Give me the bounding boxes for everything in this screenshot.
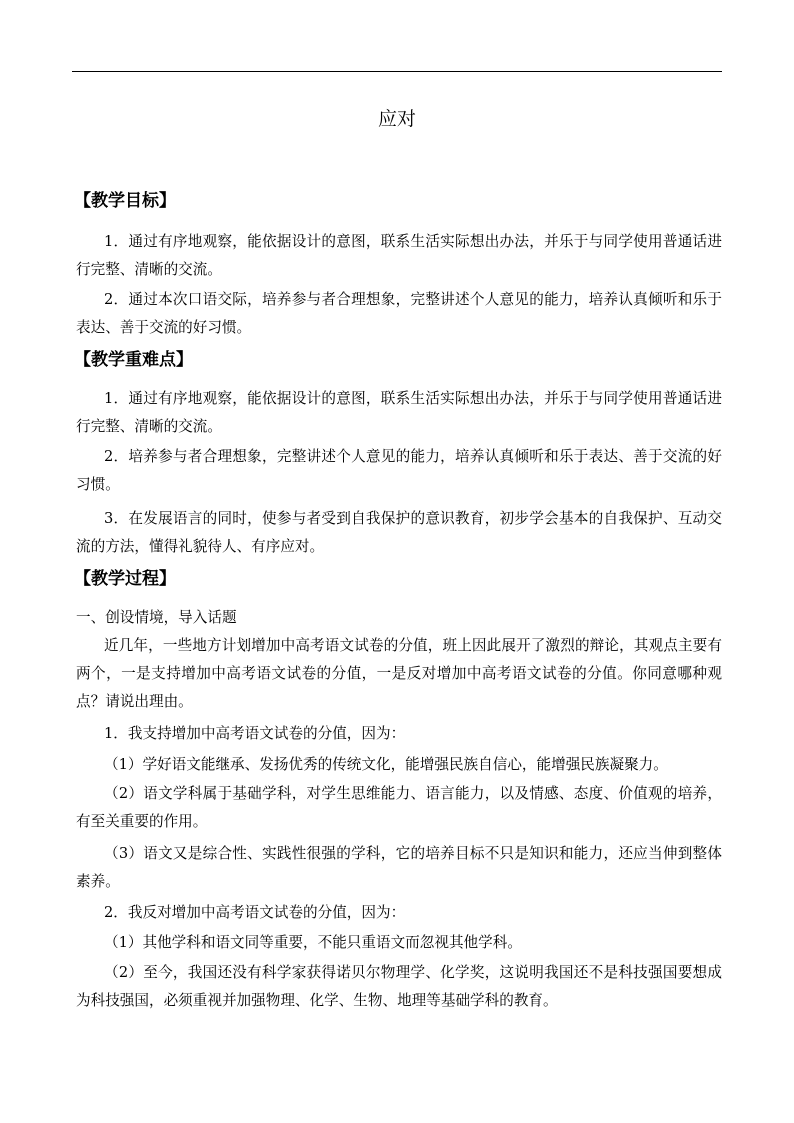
support-lead: 1．我支持增加中高考语文试卷的分值，因为： [104, 725, 406, 742]
process-step-1: 一、创设情境，导入话题 [76, 609, 237, 626]
oppose-lead: 2．我反对增加中高考语文试卷的分值，因为： [104, 904, 406, 921]
process-intro: 近几年，一些地方计划增加中高考语文试卷的分值，班上因此展开了激烈的辩论，其观点主要有两个，一是支持增加中高考语文试卷的分值，一是反对增加中高考语文试卷的分值。你同意哪种观点？请说出理由。 [76, 637, 722, 710]
goal-item-2: 2．通过本次口语交际，培养参与者合理想象，完整讲述个人意见的能力，培养认真倾听和乐于表达、善于交流的好习惯。 [76, 291, 722, 336]
heading-key-points: 【教学重难点】 [74, 350, 193, 370]
keypoint-item-3: 3．在发展语言的同时，使参与者受到自我保护的意识教育，初步学会基本的自我保护、互动交流的方法，懂得礼貌待人、有序应对。 [76, 510, 722, 555]
heading-teaching-process: 【教学过程】 [74, 569, 176, 589]
keypoint-item-2: 2．培养参与者合理想象，完整讲述个人意见的能力，培养认真倾听和乐于表达、善于交流的好习惯。 [76, 448, 722, 493]
goal-item-1: 1．通过有序地观察，能依据设计的意图，联系生活实际想出办法，并乐于与同学使用普通话进行完整、清晰的交流。 [76, 233, 722, 278]
oppose-reason-2: （2）至今，我国还没有科学家获得诺贝尔物理学、化学奖，这说明我国还不是科技强国要想成为科技强国，必须重视并加强物理、化学、生物、地理等基础学科的教育。 [76, 964, 722, 1009]
oppose-reason-1: （1）其他学科和语文同等重要，不能只重语文而忽视其他学科。 [104, 934, 522, 951]
support-reason-3: （3）语文又是综合性、实践性很强的学科，它的培养目标不只是知识和能力，还应当伸到整体素养。 [76, 845, 722, 890]
heading-teaching-goals: 【教学目标】 [74, 191, 176, 211]
page-title: 应对 [377, 108, 416, 130]
support-reason-2: （2）语文学科属于基础学科，对学生思维能力、语言能力，以及情感、态度、价值观的培养，有至关重要的作用。 [76, 785, 722, 830]
header-rule [72, 71, 722, 72]
keypoint-item-1: 1．通过有序地观察，能依据设计的意图，联系生活实际想出办法，并乐于与同学使用普通话进行完整、清晰的交流。 [76, 390, 722, 435]
support-reason-1: （1）学好语文能继承、发扬优秀的传统文化，能增强民族自信心，能增强民族凝聚力。 [104, 756, 668, 773]
